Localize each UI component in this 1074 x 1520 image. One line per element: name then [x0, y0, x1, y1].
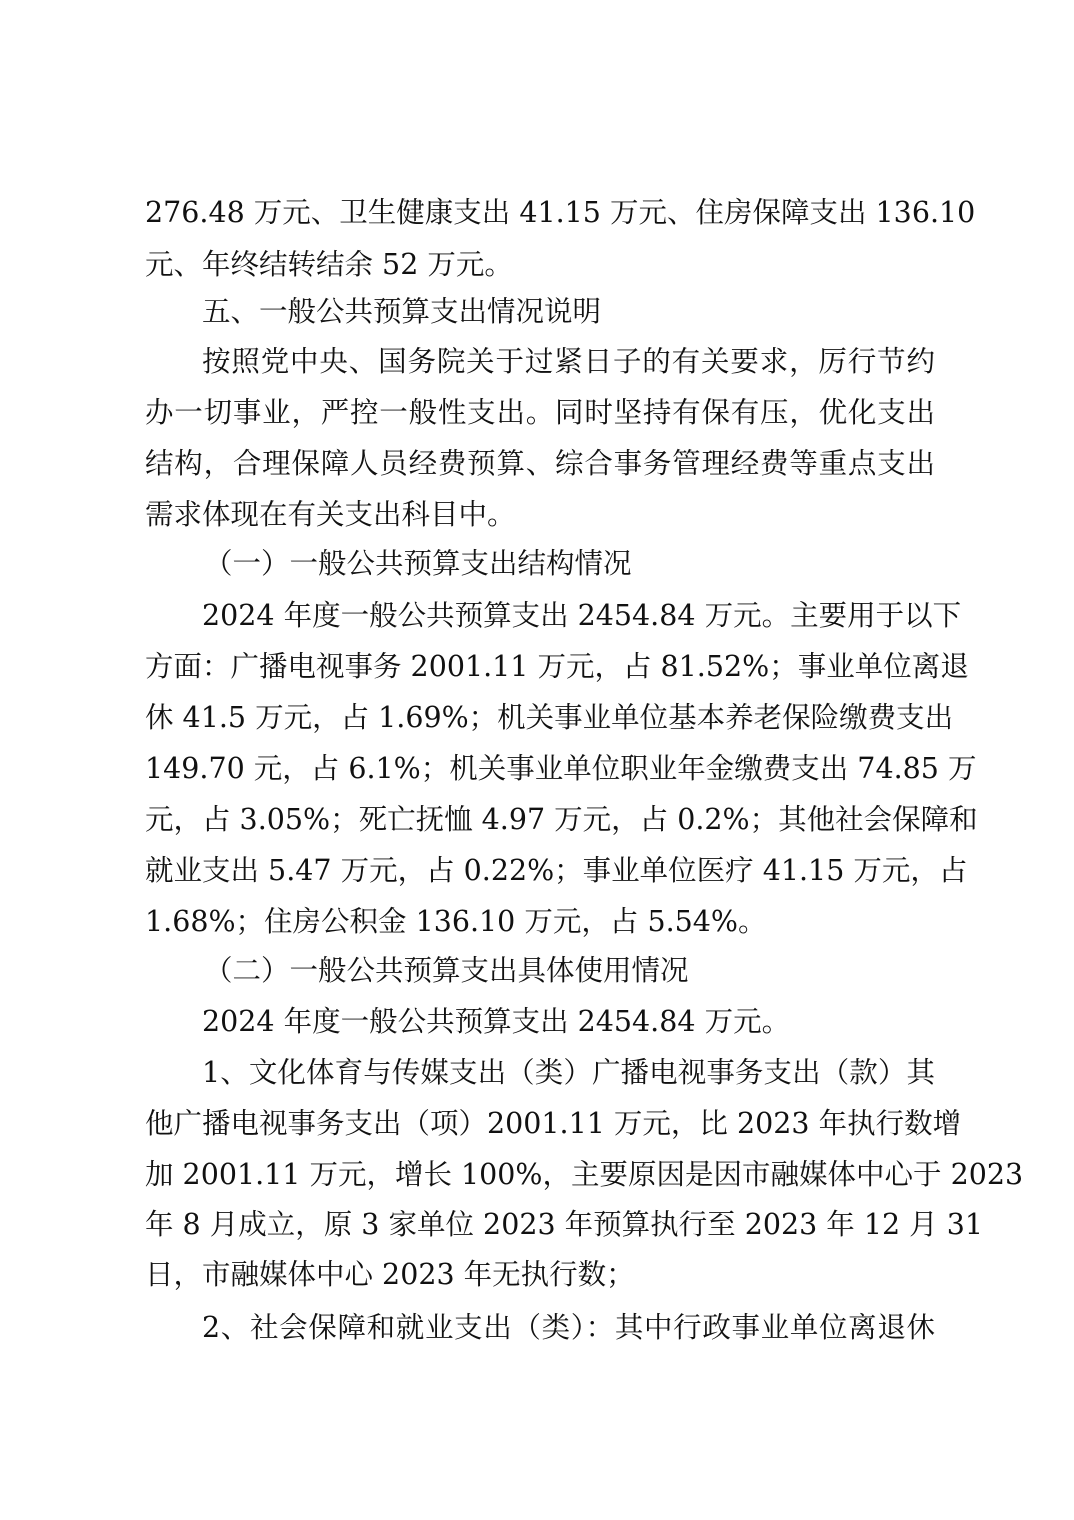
paragraph-line: 休 41.5 万元，占 1.69%；机关事业单位基本养老保险缴费支出	[145, 701, 954, 734]
paragraph-line: 2024 年度一般公共预算支出 2454.84 万元。主要用于以下	[202, 599, 962, 632]
paragraph-line: 276.48 万元、卫生健康支出 41.15 万元、住房保障支出 136.10	[145, 196, 976, 229]
paragraph-line: 方面：广播电视事务 2001.11 万元，占 81.52%；事业单位离退	[145, 650, 969, 683]
paragraph-line: 元、年终结转结余 52 万元。	[145, 248, 513, 281]
paragraph-line: 需求体现在有关支出科目中。	[145, 498, 516, 531]
paragraph-line: 1.68%；住房公积金 136.10 万元，占 5.54%。	[145, 905, 767, 938]
paragraph-line: 1、文化体育与传媒支出（类）广播电视事务支出（款）其	[202, 1056, 935, 1089]
paragraph-line: 149.70 元，占 6.1%；机关事业单位职业年金缴费支出 74.85 万	[145, 752, 977, 785]
paragraph-line: 元，占 3.05%；死亡抚恤 4.97 万元，占 0.2%；其他社会保障和	[145, 803, 978, 836]
paragraph-line: 2、社会保障和就业支出（类）：其中行政事业单位离退休	[202, 1311, 935, 1344]
paragraph-line: 他广播电视事务支出（项）2001.11 万元，比 2023 年执行数增	[145, 1107, 962, 1140]
paragraph-line: 年 8 月成立，原 3 家单位 2023 年预算执行至 2023 年 12 月 31	[145, 1208, 984, 1241]
paragraph-line: 2024 年度一般公共预算支出 2454.84 万元。	[202, 1005, 791, 1038]
paragraph-line: 加 2001.11 万元，增长 100%，主要原因是因市融媒体中心于 2023	[145, 1158, 1024, 1191]
paragraph-line: 按照党中央、国务院关于过紧日子的有关要求，厉行节约	[202, 345, 935, 378]
paragraph-line: 办一切事业，严控一般性支出。同时坚持有保有压，优化支出	[145, 396, 935, 429]
paragraph-line: 结构，合理保障人员经费预算、综合事务管理经费等重点支出	[145, 447, 935, 480]
paragraph-line: 日，市融媒体中心 2023 年无执行数；	[145, 1258, 635, 1291]
subsection-heading: （二）一般公共预算支出具体使用情况	[204, 954, 689, 987]
section-heading: 五、一般公共预算支出情况说明	[202, 295, 602, 328]
subsection-heading: （一）一般公共预算支出结构情况	[204, 547, 632, 580]
paragraph-line: 就业支出 5.47 万元，占 0.22%；事业单位医疗 41.15 万元，占	[145, 854, 968, 887]
